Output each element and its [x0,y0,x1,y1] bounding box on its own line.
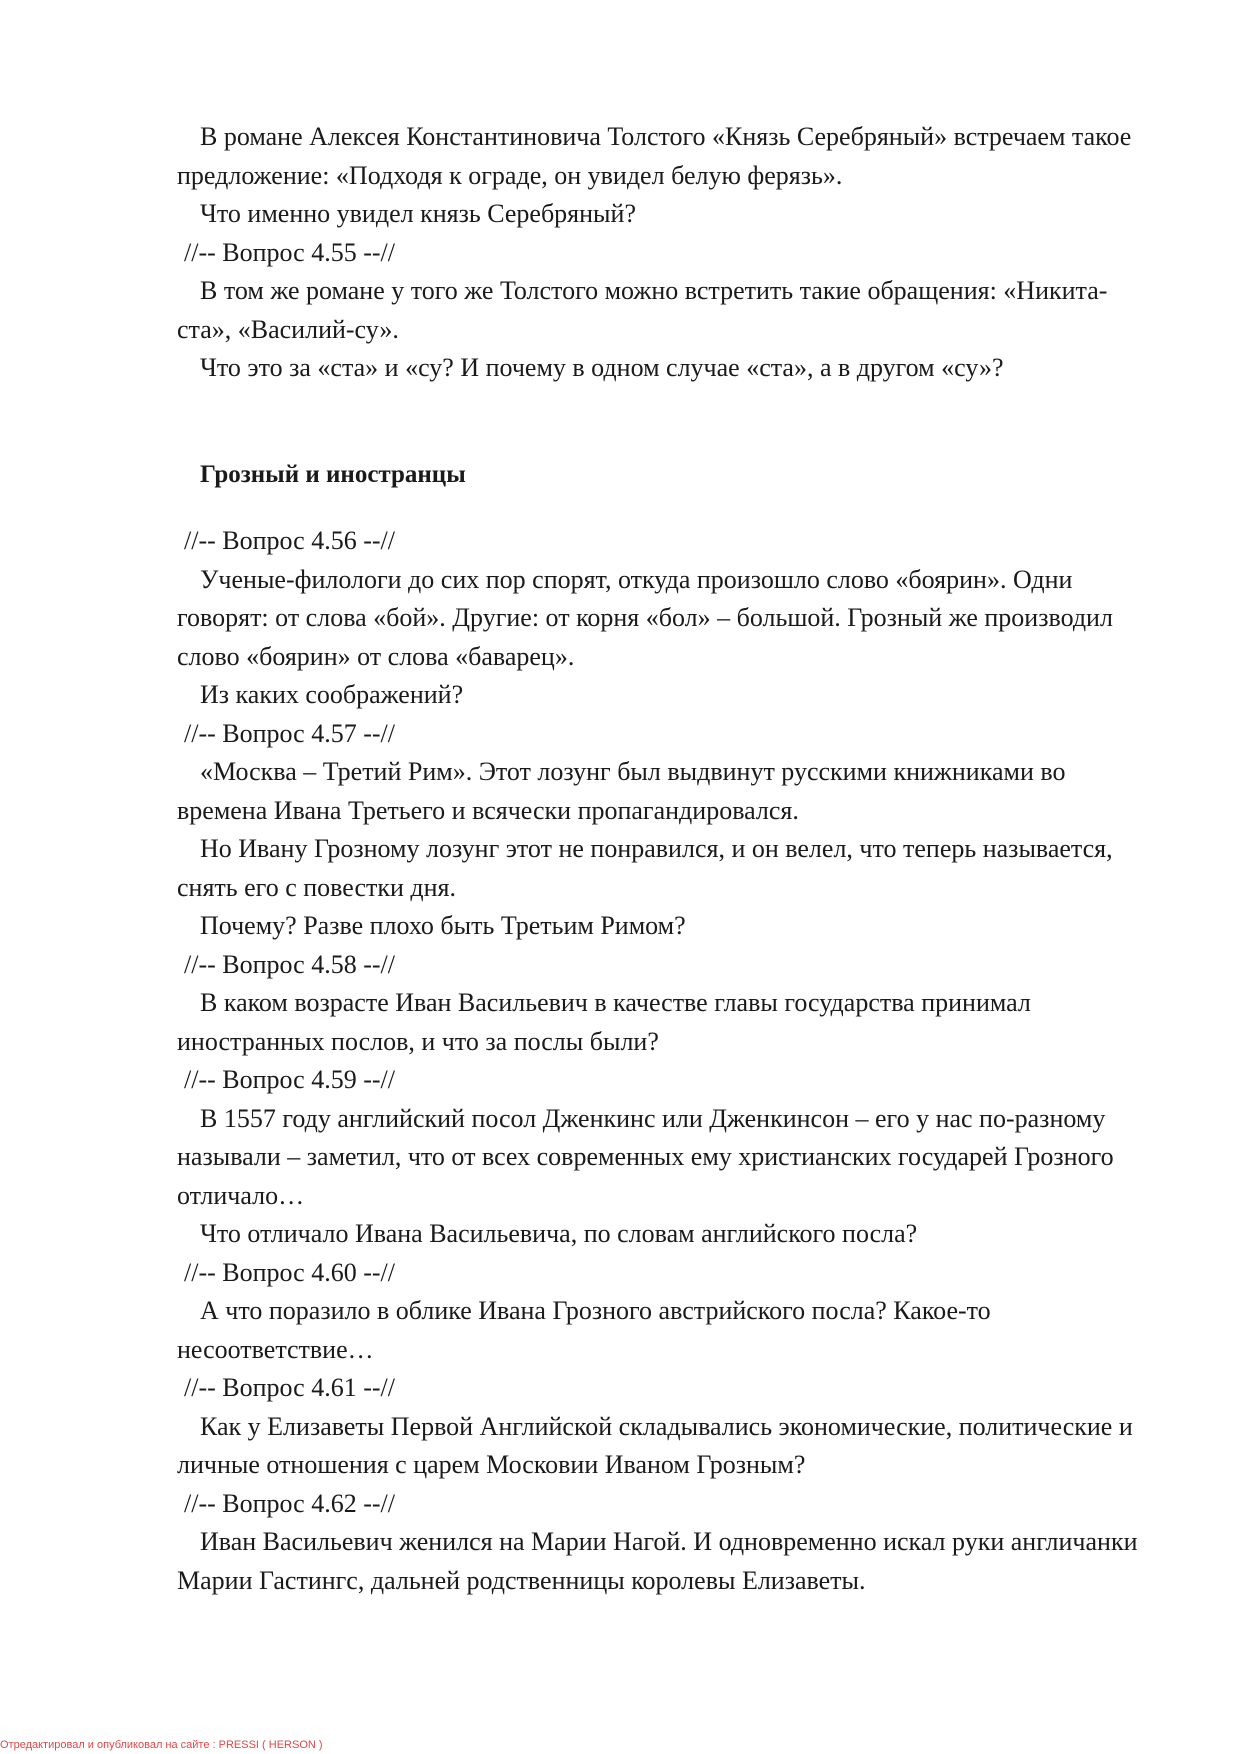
question-marker: //-- Вопрос 4.62 --// [184,1488,395,1518]
question-text: Что отличало Ивана Васильевича, по словам английского посла? [200,1219,918,1248]
question-marker: //-- Вопрос 4.58 --// [184,949,395,979]
document-body [177,118,1152,1600]
question-marker: //-- Вопрос 4.61 --// [184,1373,395,1402]
spacer [177,494,1152,522]
paragraph: В том же романе у того же Толстого можно встретить такие обращения: «Никита-ста», «Василий-су». [177,276,1108,344]
question-text: Что именно увидел князь Серебряный? [200,199,636,228]
paragraph: В романе Алексея Константиновича Толстого «Князь Серебряный» встречаем такое предложение: «Подходя к ограде, он увидел белую ферязь». [177,122,1132,190]
question-text: Почему? Разве плохо быть Третьим Римом? [200,911,686,940]
section-heading: Грозный и иностранцы [200,460,466,488]
paragraph: В каком возрасте Иван Васильевич в качестве главы государства принимал иностранных послов, и что за послы были? [177,988,1031,1056]
paragraph: Ученые-филологи до сих пор спорят, откуда произошло слово «боярин». Одни говорят: от слова «бой». Другие: от корня «бол» – большой. Грозный же производил слово «боярин» от слова «баварец». [177,564,1113,671]
publisher-footer: Отредактировал и опубликовал на сайте : PRESSI ( HERSON ) [0,1739,323,1751]
question-marker: //-- Вопрос 4.59 --// [184,1065,395,1094]
paragraph: Как у Елизаветы Первой Английской складывались экономические, политические и личные отношения с царем Московии Иваном Грозным? [177,1411,1133,1479]
spacer [177,388,1152,456]
paragraph: Иван Васильевич женился на Марии Нагой. И одновременно искал руки англичанки Марии Гастингс, дальней родственницы королевы Елизаветы. [177,1527,1138,1595]
paragraph: «Москва – Третий Рим». Этот лозунг был выдвинут русскими книжниками во времена Ивана Третьего и всячески пропагандировался. [177,757,1066,825]
question-marker: //-- Вопрос 4.56 --// [184,526,395,555]
question-marker: //-- Вопрос 4.57 --// [184,718,395,748]
paragraph: Но Ивану Грозному лозунг этот не понравился, и он велел, что теперь называется, снять его с повестки дня. [177,834,1113,902]
paragraph: А что поразило в облике Ивана Грозного австрийского посла? Какое-то несоответствие… [177,1296,991,1364]
question-text: Что это за «ста» и «су? И почему в одном случае «ста», а в другом «су»? [200,353,1004,382]
question-marker: //-- Вопрос 4.60 --// [184,1257,395,1287]
paragraph: В 1557 году английский посол Дженкинс или Дженкинсон – его у нас по-разному называли – заметил, что от всех современных ему христианских государей Грозного отличало… [177,1103,1114,1210]
question-text: Из каких соображений? [200,680,464,709]
question-marker: //-- Вопрос 4.55 --// [184,237,395,267]
